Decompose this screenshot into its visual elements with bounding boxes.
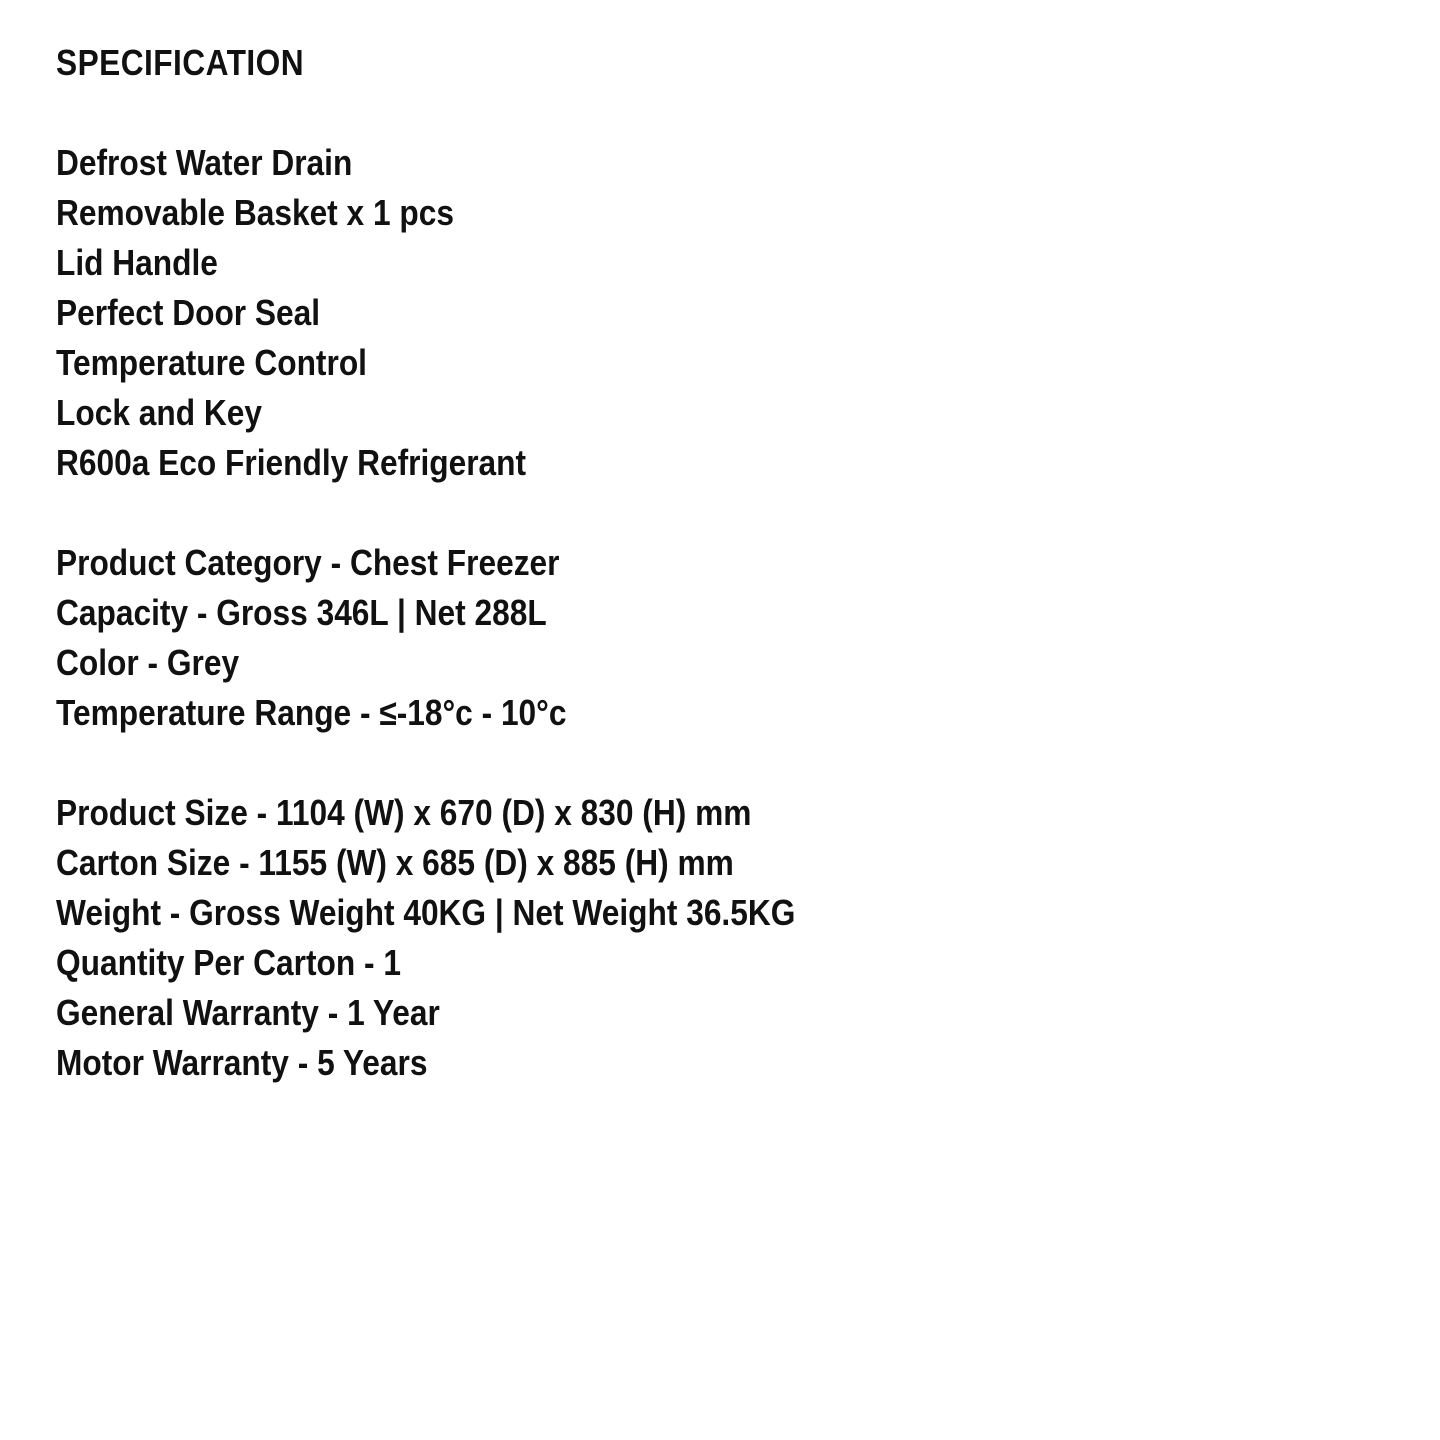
product-info-item: Capacity - Gross 346L | Net 288L — [56, 592, 547, 633]
feature-item: R600a Eco Friendly Refrigerant — [56, 442, 527, 483]
features-list — [56, 138, 1356, 488]
feature-item: Removable Basket x 1 pcs — [56, 192, 454, 233]
dimension-item: Motor Warranty - 5 Years — [56, 1042, 428, 1083]
product-info-item: Temperature Range - ≤-18°c - 10°c — [56, 692, 567, 733]
product-info-list — [56, 538, 1356, 738]
dimension-item: Weight - Gross Weight 40KG | Net Weight 36.5KG — [56, 892, 796, 933]
product-info-item: Product Category - Chest Freezer — [56, 542, 560, 583]
page-title: SPECIFICATION — [56, 42, 305, 83]
dimension-item: General Warranty - 1 Year — [56, 992, 440, 1033]
feature-item: Perfect Door Seal — [56, 292, 321, 333]
dimension-item: Quantity Per Carton - 1 — [56, 942, 402, 983]
feature-item: Lock and Key — [56, 392, 262, 433]
dimension-item: Carton Size - 1155 (W) x 685 (D) x 885 (H) mm — [56, 842, 734, 883]
feature-item: Defrost Water Drain — [56, 142, 353, 183]
dimension-item: Product Size - 1104 (W) x 670 (D) x 830 (H) mm — [56, 792, 752, 833]
product-info-item: Color - Grey — [56, 642, 240, 683]
feature-item: Lid Handle — [56, 242, 218, 283]
dimensions-list — [56, 788, 1356, 1088]
spec-content — [56, 38, 1356, 1138]
feature-item: Temperature Control — [56, 342, 367, 383]
